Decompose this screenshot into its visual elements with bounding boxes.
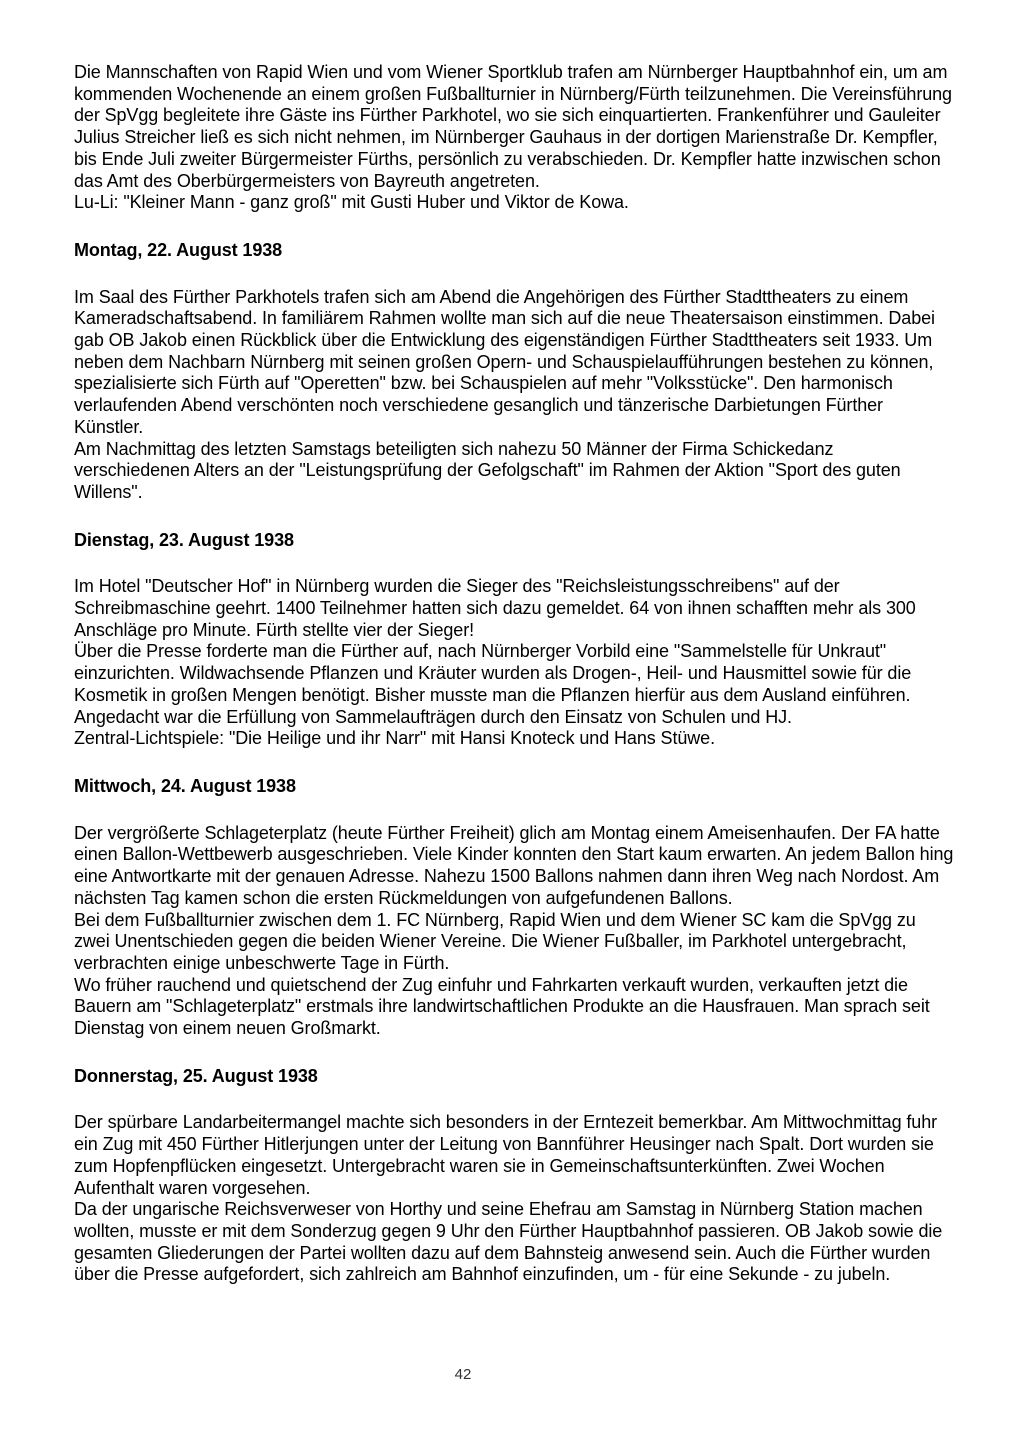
page-content [74, 62, 954, 1286]
paragraph: Wo früher rauchend und quietschend der Zug einfuhr und Fahrkarten verkauft wurden, verkauften jetzt die Bauern am "Schlageterplatz" erstmals ihre landwirtschaftlichen Produkte an die Hausfrauen. Man sprach seit Dienstag von einem neuen Großmarkt. [74, 974, 930, 1039]
section-heading-montag: Montag, 22. August 1938 [74, 239, 283, 260]
paragraph: Im Hotel "Deutscher Hof" in Nürnberg wurden die Sieger des "Reichsleistungsschreibens" auf der Schreibmaschine geehrt. 1400 Teilnehmer hatten sich dazu gemeldet. 64 von ihnen schafften mehr als 300 Anschläge pro Minute. Fürth stellte vier der Sieger! [74, 576, 916, 640]
intro-paragraph: Die Mannschaften von Rapid Wien und vom Wiener Sportklub trafen am Nürnberger Hauptbahnhof ein, um am kommenden Wochenende an einem großen Fußballturnier in Nürnberg/Fürth teilzunehmen. Die Vereinsführung der SpVgg begleitete ihre Gäste ins Fürther Parkhotel, wo sie sich einquartierten. Frankenführer und Gauleiter Julius Streicher ließ es sich nicht nehmen, im Nürnberger Gauhaus in der dortigen Marienstraße Dr. Kempfler, bis Ende Juli zweiter Bürgermeister Fürths, persönlich zu verabschieden. Dr. Kempfler hatte inzwischen schon das Amt des Oberbürgermeisters von Bayreuth angetreten. [74, 62, 952, 191]
section-heading-donnerstag: Donnerstag, 25. August 1938 [74, 1065, 318, 1086]
paragraph: Da der ungarische Reichsverweser von Horthy und seine Ehefrau am Samstag in Nürnberg Station machen wollten, musste er mit dem Sonderzug gegen 9 Uhr den Fürther Hauptbahnhof passieren. OB Jakob sowie die gesamten Gliederungen der Partei wollten dazu auf dem Bahnsteig anwesend sein. Auch die Fürther wurden über die Presse aufgefordert, sich zahlreich am Bahnhof einzufinden, um - für eine Sekunde - zu jubeln. [74, 1199, 943, 1285]
section-heading-dienstag: Dienstag, 23. August 1938 [74, 529, 294, 550]
paragraph: Bei dem Fußballturnier zwischen dem 1. FC Nürnberg, Rapid Wien und dem Wiener SC kam die SpVgg zu zwei Unentschieden gegen die beiden Wiener Vereine. Die Wiener Fußballer, im Parkhotel untergebracht, verbrachten einige unbeschwerte Tage in Fürth. [74, 909, 916, 973]
paragraph: Am Nachmittag des letzten Samstags beteiligten sich nahezu 50 Männer der Firma Schickedanz verschiedenen Alters an der "Leistungsprüfung der Gefolgschaft" im Rahmen der Aktion "Sport des guten Willens". [74, 438, 901, 502]
cinema-note: Zentral-Lichtspiele: "Die Heilige und ihr Narr" mit Hansi Knoteck und Hans Stüwe. [74, 728, 715, 749]
paragraph: Der spürbare Landarbeitermangel machte sich besonders in der Erntezeit bemerkbar. Am Mittwochmittag fuhr ein Zug mit 450 Fürther Hitlerjungen unter der Leitung von Bannführer Heusinger nach Spalt. Dort wurden sie zum Hopfenpflücken eingesetzt. Untergebracht waren sie in Gemeinschaftsunterkünften. Zwei Wochen Aufenthalt waren vorgesehen. [74, 1112, 938, 1198]
paragraph: Im Saal des Fürther Parkhotels trafen sich am Abend die Angehörigen des Fürther Stadttheaters zu einem Kameradschaftsabend. In familiärem Rahmen wollte man sich auf die neue Theatersaison einstimmen. Dabei gab OB Jakob einen Rückblick über die Entwicklung des eigenständigen Fürther Stadttheaters seit 1933. Um neben dem Nachbarn Nürnberg mit seinen großen Opern- und Schauspielaufführungen bestehen zu können, spezialisierte sich Fürth auf "Operetten" bzw. bei Schauspielen auf mehr "Volksstücke". Den harmonisch verlaufenden Abend verschönten noch verschiedene gesanglich und tänzerische Darbietungen Fürther Künstler. [74, 286, 935, 437]
cinema-note: Lu-Li: "Kleiner Mann - ganz groß" mit Gusti Huber und Viktor de Kowa. [74, 192, 629, 213]
paragraph: Der vergrößerte Schlageterplatz (heute Fürther Freiheit) glich am Montag einem Ameisenhaufen. Der FA hatte einen Ballon-Wettbewerb ausgeschrieben. Viele Kinder konnten den Start kaum erwarten. An jedem Ballon hing eine Antwortkarte mit der genauen Adresse. Nahezu 1500 Ballons nahmen dann ihren Weg nach Nordost. Am nächsten Tag kamen schon die ersten Rückmeldungen von aufgefundenen Ballons. [74, 822, 954, 908]
page-number: 42 [454, 1366, 472, 1383]
section-heading-mittwoch: Mittwoch, 24. August 1938 [74, 775, 296, 796]
paragraph: Über die Presse forderte man die Fürther auf, nach Nürnberger Vorbild eine "Sammelstelle für Unkraut" einzurichten. Wildwachsende Pflanzen und Kräuter wurden als Drogen-, Heil- und Hausmittel sowie für die Kosmetik in großen Mengen benötigt. Bisher musste man die Pflanzen hierfür aus dem Ausland einführen. Angedacht war die Erfüllung von Sammelaufträgen durch den Einsatz von Schulen und HJ. [74, 641, 912, 727]
